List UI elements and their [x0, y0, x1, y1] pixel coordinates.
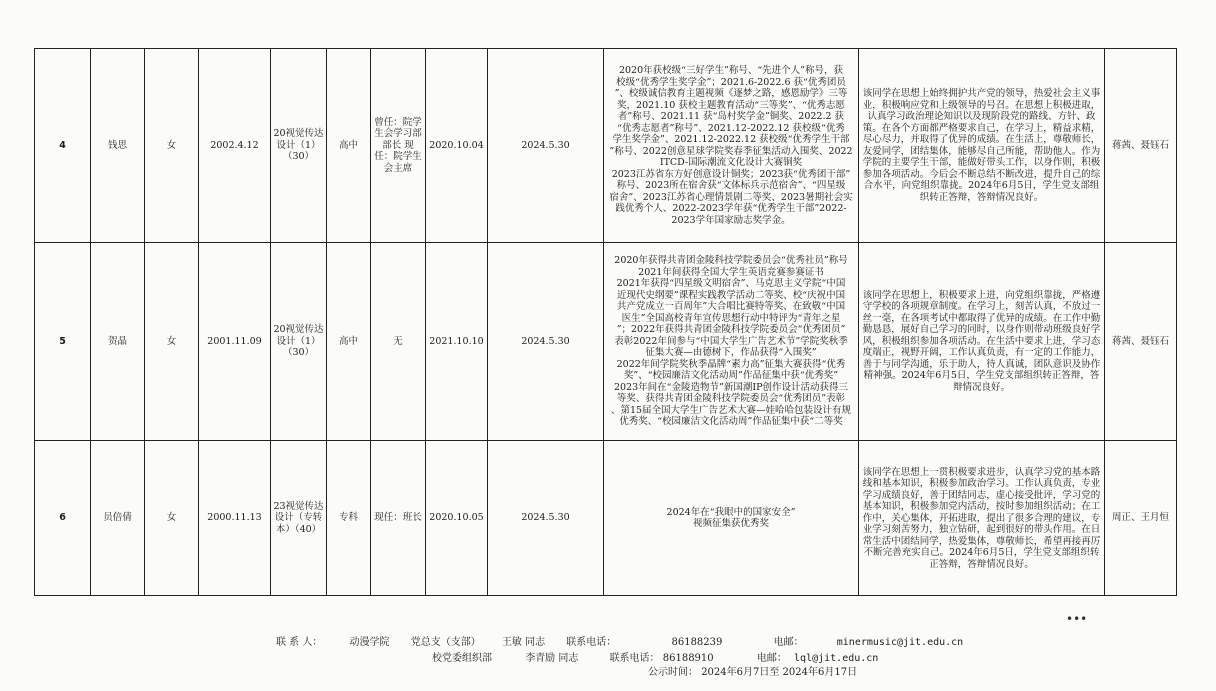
honors-line: 奖，2021.10 获校主题教育活动“三等奖”、“优秀志愿	[617, 99, 845, 111]
footer-line-2	[432, 652, 878, 666]
education: 高中	[327, 49, 371, 243]
candidate-table	[34, 48, 1177, 596]
footer-line-1	[276, 636, 963, 650]
honors-line: 视频征集获优秀奖	[692, 518, 769, 529]
expected-date: 2024.5.30	[488, 441, 604, 596]
email-label: 电邮：	[756, 653, 787, 664]
expected-date: 2024.5.30	[488, 243, 604, 441]
candidate-name: 贺晶	[91, 243, 145, 441]
honors-line: ITCD-国际潮流文化设计大赛铜奖	[659, 157, 803, 168]
honors-cell	[604, 243, 859, 441]
evaluation: 该同学在思想上始终拥护共产党的领导，热爱社会主义事业，积极响应党和上级领导的号召。在思想上积极进取，认真学习政治理论知识以及现阶段党的路线、方针、政策。在各个方面都严格要求自己，在学习上，精益求精，尽心尽力，并取得了优异的成绩。在生活上，尊敬师长，友爱同学，团结集体，能够尽自己所能，帮助他人。作为学院的主要学生干部，能做好带头工作，以身作则，积极参加各项活动。今后会不断总结不断改进，提升自己的综合水平，向党组织靠拢。2024年6月5日，学生党支部组织转正答辩，答辩情况良好。	[859, 49, 1105, 243]
phone-label: 联系电话：	[609, 653, 660, 664]
honors-line: 2020年获得共青团金陵科技学院委员会“优秀社员”称号	[614, 255, 848, 267]
email-address: minermusic@jit.edu.cn	[836, 637, 964, 648]
honors-line: 医生”全国高校青年宣传思想行动中特评为“青年之星	[621, 312, 841, 324]
table-row	[35, 243, 1177, 441]
row-number: 5	[35, 243, 91, 441]
corner-mark: •••	[1066, 612, 1088, 626]
email-label: 电邮：	[773, 637, 804, 648]
class-name: 20视觉传达设计（1）（30）	[271, 49, 327, 243]
honors-cell	[604, 49, 859, 243]
contact-label: 联 系 人：	[276, 637, 323, 648]
honors-line: 2021年间获得全国大学生英语竞赛参赛证书	[638, 266, 824, 278]
position: 曾任：院学生会学习部部长 现任：院学生会主席	[371, 49, 426, 243]
birth-date: 2002.4.12	[199, 49, 271, 243]
honors-line: ”；2022年获得共青团金陵科技学院委员会“优秀团员”	[616, 324, 846, 336]
honors-line: 近现代史纲要”课程实践教学活动二等奖、校“庆祝中国	[616, 289, 846, 301]
recommenders: 周正、王月恒	[1105, 441, 1177, 596]
honors-line: 2024年在“我眼中的国家安全”	[666, 506, 796, 518]
email-address: lql@jit.edu.cn	[794, 653, 879, 664]
honors-line: 表彰2022年间参与“中国大学生广告艺术节”学院奖秋季	[614, 335, 848, 347]
honors-line: 优秀奖、“校园廉洁文化活动周”作品征集中获“二等奖	[619, 416, 843, 428]
education: 专科	[327, 441, 371, 596]
candidate-gender: 女	[145, 243, 199, 441]
honors-line: 称号、2023所在宿舍获“文体标兵示范宿舍”、“四星级	[616, 180, 846, 191]
announcement-period: 2024年6月7日至 2024年6月17日	[701, 667, 858, 678]
honors-line: 共产党成立一百周年”大合唱比赛特等奖、在致敬“中国	[616, 301, 846, 313]
honors-line: “优秀志愿者”称号”、2021.12-2022.12 获校级“优秀	[617, 122, 845, 134]
evaluation: 该同学在思想上，积极要求上进，向党组织靠拢，严格遵守学校的各项规章制度。在学习上，刻苦认真，不放过一丝一毫，在各项考试中都取得了优异的成绩。在工作中勤勤恳恳，展好自己学习的同时，以身作则带动班级良好学风，积极组织参加各项活动。在生活中要求上进，学习态度端正，视野开阔，工作认真负责，有一定的工作能力，善于与同学沟通，乐于助人，待人真诚，团队意识及协作精神强。2024年6月5日，学生党支部组织转正答辩，答辩情况良好。	[859, 243, 1105, 441]
class-name: 23视觉传达设计（专转本）（40）	[271, 441, 327, 596]
honors-line: 等奖、获得共青团金陵科技学院委员会“优秀团员”表彰	[616, 393, 846, 405]
table-row	[35, 441, 1177, 596]
phone-number: 86188239	[671, 637, 723, 648]
department-name: 动漫学院	[349, 637, 390, 648]
honors-line: 奖”、“校园廉洁文化活动周”作品征集中获“优秀奖”	[623, 370, 839, 382]
position: 现任：班长	[371, 441, 426, 596]
org-department: 校党委组织部	[432, 653, 492, 664]
honors-line: 学生奖学金”、2021.12-2022.12 获校级“优秀学生干部	[612, 134, 850, 145]
contact-person: 王敏 同志	[501, 637, 546, 648]
phone-number: 86188910	[662, 653, 714, 664]
class-name: 20视觉传达设计（1）（30）	[271, 243, 327, 441]
party-branch: 党总支（支部）	[410, 637, 481, 648]
recommenders: 蒋茜、聂钰石	[1105, 243, 1177, 441]
birth-date: 2001.11.09	[199, 243, 271, 441]
evaluation: 该同学在思想上一贯积极要求进步，认真学习党的基本路线和基本知识，积极参加政治学习。工作认真负责，专业学习成绩良好，善于团结同志，虚心接受批评，学习党的基本知识，积极参加党内活动，按时参加组织活动；在工作中，关心集体，开拓进取，提出了很多合理的建议，专业学习刻苦努力，独立钻研，起到很好的带头作用。在日常生活中团结同学，热爱集体，尊敬师长，希望再接再厉不断完善充实自己。2024年6月5日，学生党支部组织转正答辩，答辩情况良好。	[859, 441, 1105, 596]
honors-line: 2020年获校级“三好学生”称号、“先进个人”称号，获	[618, 65, 844, 76]
candidate-name: 钱思	[91, 49, 145, 243]
period-label: 公示时间：	[648, 667, 698, 678]
honors-line: 2023年间在“金陵造物节”新国潮IP创作设计活动获得三	[613, 381, 849, 393]
position: 无	[371, 243, 426, 441]
candidate-gender: 女	[145, 441, 199, 596]
honors-line: 者”称号、2021.11 获“岛村奖学金”铜奖、2022.2 获	[617, 111, 845, 122]
honors-line: 2021年获得“四星级文明宿舍”、马克思主义学院“中国	[616, 278, 846, 290]
row-number: 4	[35, 49, 91, 243]
honors-line: 征集大赛—由德树下，作品获得“入围奖”	[645, 347, 817, 359]
honors-cell	[604, 441, 859, 596]
row-number: 6	[35, 441, 91, 596]
honors-line: 践优秀个人、2022-2023学年获“优秀学生干部”2022-	[615, 203, 847, 214]
honors-line: 宿舍”、2023江苏省心理情景剧二等奖、2023暑期社会实	[609, 191, 853, 203]
honors-line: ”、校级诚信教育主题视频《逐梦之路，感恩励学》三等	[614, 88, 848, 99]
join-date: 2021.10.10	[426, 243, 488, 441]
honors-line: 、第15届全国大学生广告艺术大赛—娃哈哈包装设计有规	[610, 404, 852, 416]
candidate-gender: 女	[145, 49, 199, 243]
contact-person: 李青励 同志	[525, 653, 579, 664]
recommenders: 蒋茜、聂钰石	[1105, 49, 1177, 243]
join-date: 2020.10.05	[426, 441, 488, 596]
phone-label: 联系电话：	[566, 637, 617, 648]
honors-line: 2023江苏省东方好创意设计铜奖；2023获“优秀团干部”	[611, 168, 851, 180]
honors-line: 2022年间学院奖秋季晶牌“素力高”征集大赛获得“优秀	[616, 358, 846, 370]
candidate-name: 员倍倩	[91, 441, 145, 596]
footer-line-3	[648, 666, 857, 680]
expected-date: 2024.5.30	[488, 49, 604, 243]
honors-line: 校级“优秀学生奖学金”；2021.6-2022.6 获“优秀团员	[616, 76, 846, 88]
birth-date: 2000.11.13	[199, 441, 271, 596]
honors-line: ”称号、2022创意星球学院奖春季征集活动入围奖、2022	[609, 145, 853, 157]
honors-line: 2023学年国家励志奖学金。	[671, 214, 791, 226]
education: 高中	[327, 243, 371, 441]
join-date: 2020.10.04	[426, 49, 488, 243]
table-row	[35, 49, 1177, 243]
